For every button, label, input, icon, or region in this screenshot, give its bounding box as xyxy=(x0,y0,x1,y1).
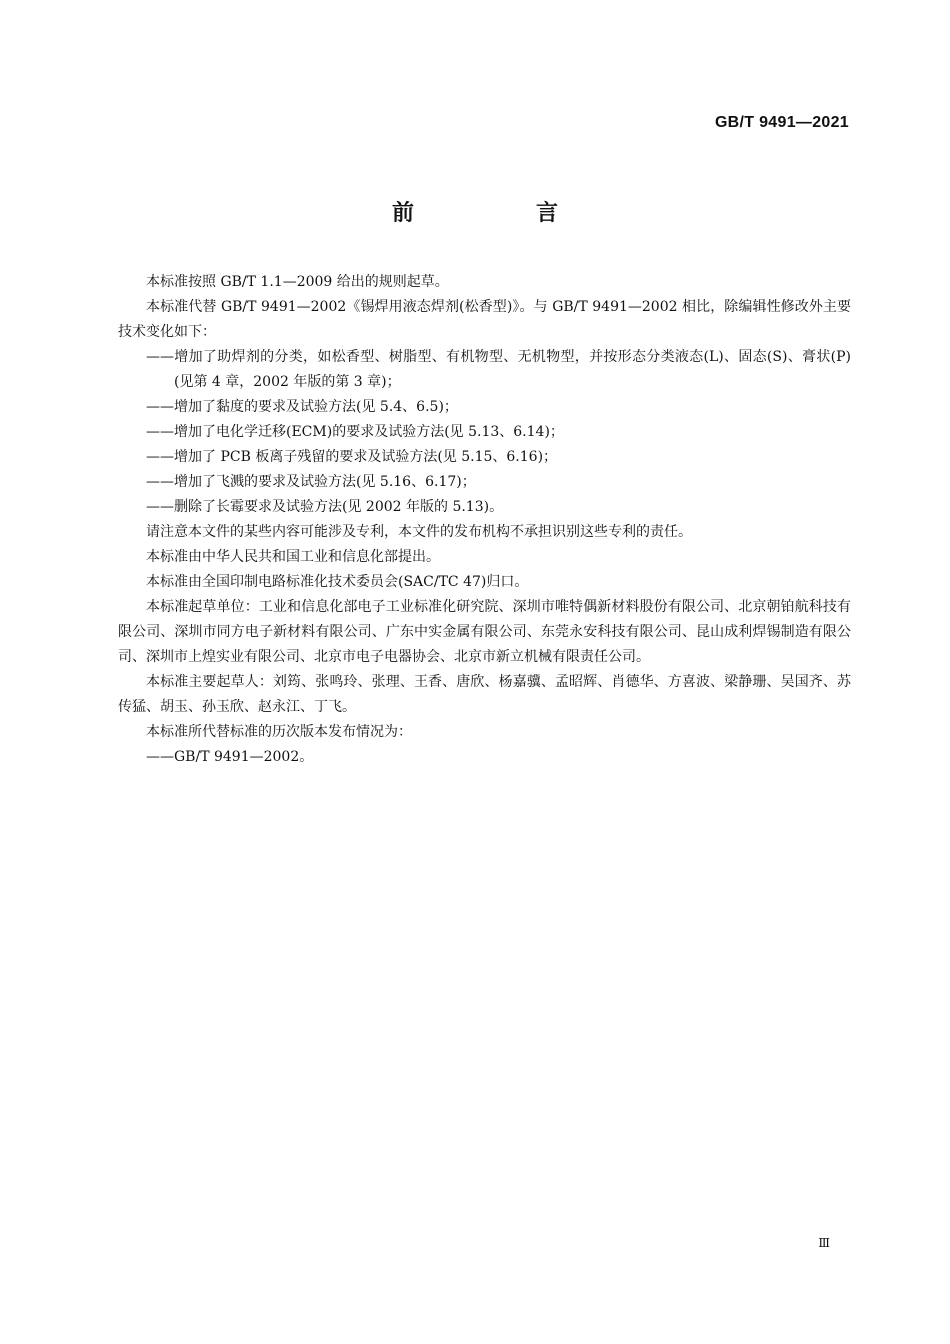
history-item: ——GB/T 9491—2002。 xyxy=(146,749,314,765)
paragraph-proposed-by: 本标准由中华人民共和国工业和信息化部提出。 xyxy=(146,549,440,565)
change-item-pcb-ion-residue: ——增加了 PCB 板离子残留的要求及试验方法(见 5.15、6.16)； xyxy=(146,449,558,465)
standard-code: GB/T 9491—2021 xyxy=(714,114,849,131)
paragraph-history-intro: 本标准所代替标准的历次版本发布情况为： xyxy=(146,724,412,740)
change-item-ecm: ——增加了电化学迁移(ECM)的要求及试验方法(见 5.13、6.14)； xyxy=(146,424,564,440)
change-item-viscosity: ——增加了黏度的要求及试验方法(见 5.4、6.5)； xyxy=(146,399,458,415)
change-item-spatter: ——增加了飞溅的要求及试验方法(见 5.16、6.17)； xyxy=(146,474,476,490)
page-title: 前 言 xyxy=(391,201,608,226)
paragraph-patent-notice: 请注意本文件的某些内容可能涉及专利，本文件的发布机构不承担识别这些专利的责任。 xyxy=(146,524,692,540)
paragraph-under-jurisdiction: 本标准由全国印制电路标准化技术委员会(SAC/TC 47)归口。 xyxy=(146,574,529,590)
paragraph-drafting-rules: 本标准按照 GB/T 1.1—2009 给出的规则起草。 xyxy=(146,274,449,290)
change-item-mold-removed: ——删除了长霉要求及试验方法(见 2002 年版的 5.13)。 xyxy=(146,499,504,515)
paragraph-drafting-units: 本标准起草单位：工业和信息化部电子工业标准化研究院、深圳市唯特偶新材料股份有限公司、北京朝铂航科技有限公司、深圳市同方电子新材料有限公司、广东中实金属有限公司、东莞永安科技有限公司、昆山成利焊锡制造有限公司、深圳市上煌实业有限公司、北京市电子电器协会、北京市新立机械有限责任公司。 xyxy=(118,599,851,665)
change-item-classification: ——增加了助焊剂的分类，如松香型、树脂型、有机物型、无机物型，并按形态分类液态(L)、固态(S)、膏状(P)(见第 4 章，2002 年版的第 3 章)； xyxy=(146,349,851,390)
page-number: Ⅲ xyxy=(818,1236,830,1250)
paragraph-drafters: 本标准主要起草人：刘筠、张鸣玲、张理、王香、唐欣、杨嘉骥、孟昭辉、肖德华、方喜波、梁静珊、吴国齐、苏传猛、胡玉、孙玉欣、赵永江、丁飞。 xyxy=(118,674,851,715)
document-body xyxy=(118,270,851,770)
paragraph-replacement: 本标准代替 GB/T 9491—2002《锡焊用液态焊剂(松香型)》。与 GB/T 9491—2002 相比，除编辑性修改外主要技术变化如下： xyxy=(118,299,851,340)
